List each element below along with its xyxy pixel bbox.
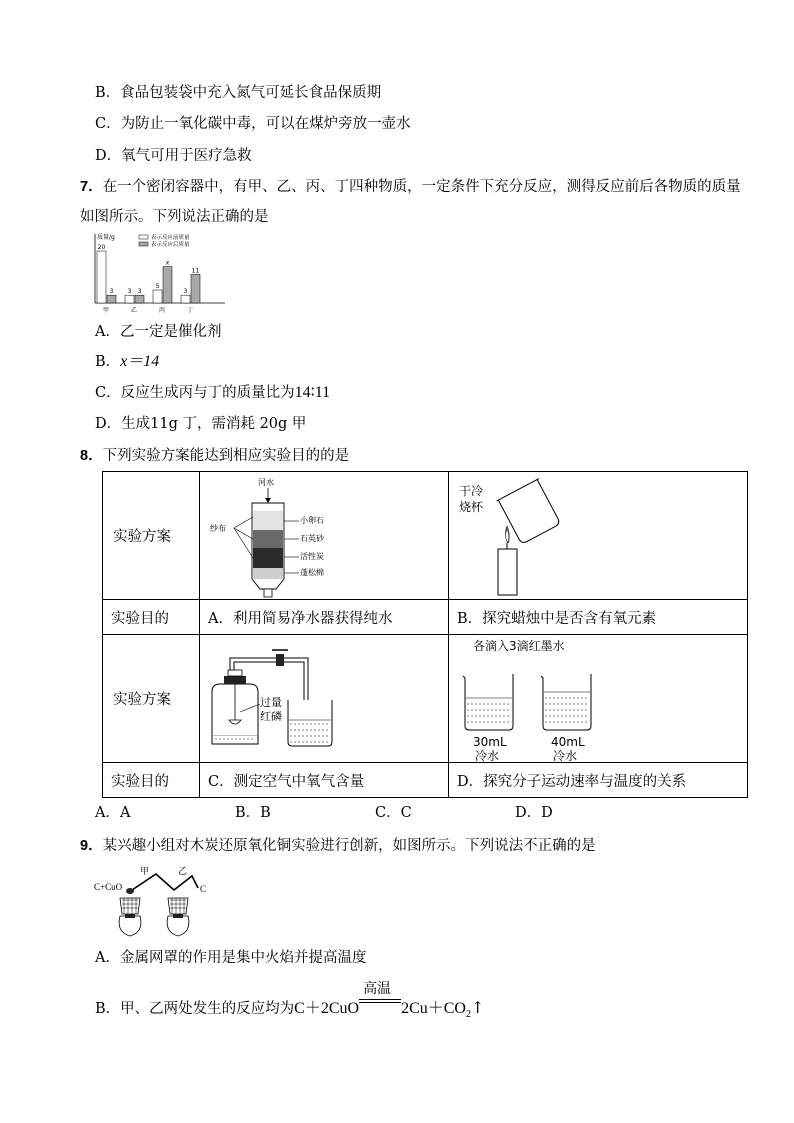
- legend-after-label: 表示反应后质量: [151, 242, 190, 248]
- q8-number: 8．: [80, 448, 103, 464]
- fig9-jia: 甲: [140, 867, 150, 877]
- goal-b: B．探究蜡烛中是否含有氧元素: [449, 600, 748, 635]
- fig-b-l2: 烧杯: [459, 499, 484, 514]
- row-label-goal-1: 实验目的: [103, 600, 200, 635]
- q6-option-d: D．氧气可用于医疗急救: [95, 148, 252, 164]
- table-row: [103, 763, 748, 798]
- fig-c-l1: 过量: [260, 695, 282, 709]
- bar-label-before-0: 20: [97, 244, 106, 251]
- eq-condition: [359, 981, 401, 1013]
- q9-option-a: A．金属网罩的作用是集中火焰并提高温度: [95, 950, 367, 966]
- fig9-right: C: [200, 884, 207, 894]
- q8-answer-c: C．C: [375, 805, 412, 821]
- q7-option-c-prefix: C．反应生成丙与丁的质量比为: [95, 385, 295, 401]
- eq-sub: 2: [465, 1008, 471, 1020]
- experiment-table: [102, 471, 748, 798]
- q7-option-b-math: x＝14: [120, 353, 160, 370]
- bar-before-0: [97, 251, 106, 303]
- goal-c: C．测定空气中氧气含量: [200, 763, 449, 798]
- fig9-left: C+CuO: [94, 882, 123, 892]
- fig-a-l1: 小卵石: [300, 515, 324, 525]
- fig-a-l4: 蓬松棉: [300, 567, 324, 577]
- q8-answer-a: A．A: [95, 805, 131, 821]
- eq-arrow: ↑: [470, 998, 485, 1017]
- fig-d-b1b: 冷水: [475, 748, 500, 762]
- legend-before-label: 表示反应前质量: [151, 235, 190, 241]
- bar-label-before-3: 3: [183, 288, 188, 296]
- category-label-2: 丙: [158, 307, 166, 314]
- row-label-plan-2: 实验方案: [103, 635, 200, 763]
- bar-after-1: [135, 295, 144, 303]
- table-row: [103, 635, 748, 763]
- fig-a-cloth: 纱布: [210, 523, 226, 533]
- fig-d-b2b: 冷水: [553, 748, 578, 762]
- q7-stem-text: 在一个密闭容器中，有甲、乙、丙、丁四种物质，一定条件下充分反应，测得反应前后各物质的质量: [102, 179, 741, 195]
- bar-label-after-2: x: [165, 259, 170, 267]
- legend-before-swatch: [139, 235, 148, 239]
- eq-line: [359, 999, 401, 1000]
- q7-stem-line2: 如图所示。下列说法正确的是: [80, 209, 269, 225]
- q8-stem-text: 下列实验方案能达到相应实验目的的是: [102, 448, 350, 464]
- category-label-1: 乙: [130, 307, 138, 314]
- q7-stem: [80, 177, 741, 197]
- category-label-0: 甲: [102, 307, 110, 314]
- bar-before-2: [153, 290, 162, 303]
- eq-line2: [359, 1002, 401, 1003]
- q9-number: 9．: [80, 838, 103, 854]
- bar-after-2: [163, 267, 172, 303]
- fig-d-b1a: 30mL: [473, 734, 507, 749]
- eq-cond-text: 高温: [363, 981, 392, 997]
- q7-number: 7．: [80, 179, 103, 195]
- q8-answer-b: B．B: [235, 805, 271, 821]
- fig-b-l1: 干冷: [459, 483, 484, 498]
- q8-answer-options: [95, 803, 655, 823]
- eq-left: C＋2CuO: [294, 1000, 360, 1017]
- q7-option-c-math: 14∶11: [294, 384, 331, 401]
- row-label-goal-2: 实验目的: [103, 763, 200, 798]
- bar-after-0: [107, 295, 116, 303]
- category-label-3: 丁: [186, 307, 194, 314]
- q6-option-c: C．为防止一氧化碳中毒，可以在煤炉旁放一壶水: [95, 116, 411, 132]
- bar-before-3: [181, 295, 190, 303]
- q9-option-b-prefix: B．甲、乙两处发生的反应均为: [95, 1001, 295, 1017]
- fig-d-top: 各滴入3滴红墨水: [473, 638, 565, 653]
- q7-option-b-prefix: B．: [95, 354, 121, 370]
- figure-oxygen-apparatus: [200, 635, 449, 763]
- bar-label-after-3: 11: [191, 267, 200, 275]
- bar-label-before-1: 3: [127, 288, 132, 296]
- bar-label-after-0: 3: [109, 288, 114, 296]
- q8-stem: [80, 446, 349, 466]
- q7-option-c: [95, 383, 330, 403]
- bar-after-3: [191, 274, 200, 303]
- q9-option-b: [95, 981, 485, 1027]
- bar-before-1: [125, 295, 134, 303]
- bar-label-after-1: 3: [137, 288, 142, 296]
- q6-option-b: B．食品包装袋中充入氮气可延长食品保质期: [95, 85, 382, 101]
- goal-d: D．探究分子运动速率与温度的关系: [449, 763, 748, 798]
- fig-c-l2: 红磷: [260, 709, 282, 723]
- chart-ylabel: 质量/g: [97, 234, 115, 241]
- table-row: [103, 600, 748, 635]
- fig-a-l3: 活性炭: [300, 551, 324, 561]
- q8-answer-d: D．D: [515, 805, 553, 821]
- q9-apparatus-figure: [94, 862, 234, 940]
- q7-option-b: [95, 352, 159, 372]
- fig9-yi: 乙: [178, 867, 188, 877]
- fig-a-river: 河水: [258, 477, 274, 487]
- bar-label-before-2: 5: [155, 283, 160, 290]
- fig-a-l2: 石英砂: [300, 533, 324, 543]
- q7-option-d: D．生成11g 丁，需消耗 20g 甲: [95, 416, 307, 432]
- row-label-plan-1: 实验方案: [103, 472, 200, 600]
- legend-after-swatch: [139, 242, 148, 246]
- q7-option-a: A．乙一定是催化剂: [95, 324, 222, 340]
- table-row: [103, 472, 748, 600]
- fig-d-b2a: 40mL: [551, 734, 585, 749]
- eq-right: 2Cu＋CO: [401, 1000, 466, 1017]
- q9-stem: [80, 836, 596, 856]
- q7-bar-chart: [85, 228, 235, 318]
- figure-candle-beaker: [449, 472, 748, 600]
- q9-stem-text: 某兴趣小组对木炭还原氧化铜实验进行创新，如图所示。下列说法不正确的是: [102, 838, 596, 854]
- goal-a: A．利用简易净水器获得纯水: [200, 600, 449, 635]
- figure-molecule-motion: [449, 635, 748, 763]
- figure-water-purifier: [200, 472, 449, 600]
